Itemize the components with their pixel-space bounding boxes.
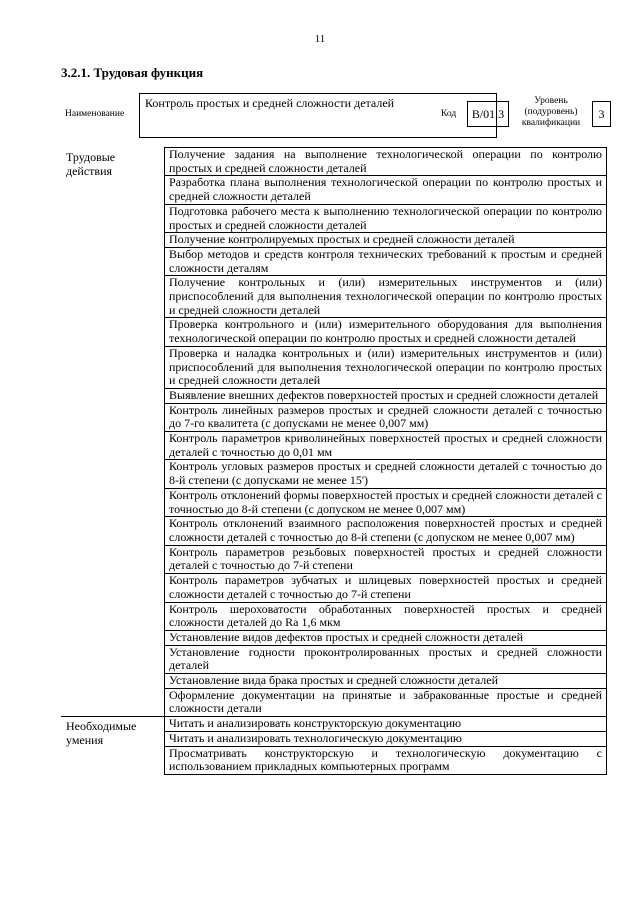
name-box: Контроль простых и средней сложности деталей <box>139 93 497 138</box>
labor-action-row <box>61 148 607 176</box>
labor-action-text: Проверка контрольного и (или) измерительного оборудования для выполнения технологической операции по контролю простых и средней сложности деталей <box>165 318 607 346</box>
function-header <box>61 93 617 138</box>
level-label-line-2: (подуровень) <box>524 107 578 117</box>
labor-action-text: Контроль отклонений взаимного расположения поверхностей простых и средней сложности деталей с точностью до 8-й степени (с допуском не менее 0,007 мм) <box>165 517 607 545</box>
labor-action-group-label: Трудовые действия <box>66 149 116 178</box>
labor-action-text: Разработка плана выполнения технологической операции по контролю простых и средней сложности деталей <box>165 176 607 204</box>
section-title: 3.2.1. Трудовая функция <box>61 65 204 80</box>
skill-text: Читать и анализировать конструкторскую документацию <box>165 717 607 732</box>
labor-action-text: Контроль шероховатости обработанных поверхностей простых и средней сложности деталей до Ra 1,6 мкм <box>165 602 607 630</box>
labor-action-text: Установление годности проконтролированных простых и средней сложности деталей <box>165 645 607 673</box>
labor-action-text: Оформление документации на принятые и забракованные простые и средней сложности детали <box>165 688 607 716</box>
labor-action-text: Получение задания на выполнение технологической операции по контролю простых и средней сложности деталей <box>165 148 607 176</box>
code-box: В/01.3 <box>467 101 509 127</box>
name-label: Наименование <box>65 109 125 119</box>
labor-action-text: Контроль параметров криволинейных поверхностей простых и средней сложности деталей с точностью до 0,01 мм <box>165 432 607 460</box>
code-label: Код <box>441 109 457 119</box>
labor-action-text: Установление видов дефектов простых и средней сложности деталей <box>165 630 607 645</box>
skill-group-label: Необходимые умения <box>61 717 165 775</box>
labor-action-text: Контроль отклонений формы поверхностей простых и средней сложности деталей с точностью до 8-й степени (с допуском не менее 0,007 мм) <box>165 488 607 516</box>
skill-text: Читать и анализировать технологическую документацию <box>165 731 607 746</box>
labor-action-text: Контроль линейных размеров простых и средней сложности деталей с точностью до 7-го квалитета (с допусками не менее 0,007 мм) <box>165 403 607 431</box>
function-table <box>61 147 607 775</box>
labor-action-text: Выбор методов и средств контроля технических требований к простым и средней сложности деталям <box>165 247 607 275</box>
level-label-line-3: квалификации <box>521 118 581 128</box>
labor-action-text: Получение контрольных и (или) измерительных инструментов и (или) приспособлений для выполнения технологической операции по контролю простых и средней сложности деталей <box>165 276 607 318</box>
skill-row <box>61 717 607 732</box>
skill-text: Просматривать конструкторскую и технологическую документацию с использованием прикладных компьютерных программ <box>165 746 607 774</box>
level-label-line-1: Уровень <box>534 96 568 106</box>
labor-action-text: Установление вида брака простых и средней сложности деталей <box>165 674 607 689</box>
labor-action-text: Выявление внешних дефектов поверхностей простых и средней сложности деталей <box>165 388 607 403</box>
labor-action-text: Проверка и наладка контрольных и (или) измерительных инструментов и (или) приспособлений для выполнения технологической операции по контролю простых и средней сложности деталей <box>165 346 607 388</box>
labor-action-text: Контроль угловых размеров простых и средней сложности деталей с точностью до 8-й степени (с допусками не менее 15') <box>165 460 607 488</box>
level-box: 3 <box>592 101 611 127</box>
page-number: 11 <box>314 33 326 45</box>
labor-action-text: Подготовка рабочего места к выполнению технологической операции по контролю простых и средней сложности деталей <box>165 204 607 232</box>
labor-action-text: Получение контролируемых простых и средней сложности деталей <box>165 233 607 248</box>
labor-action-text: Контроль параметров зубчатых и шлицевых поверхностей простых и средней сложности деталей с точностью до 7-й степени <box>165 574 607 602</box>
level-label <box>516 96 586 129</box>
labor-action-text: Контроль параметров резьбовых поверхностей простых и средней сложности деталей с точностью до 7-й степени <box>165 545 607 573</box>
